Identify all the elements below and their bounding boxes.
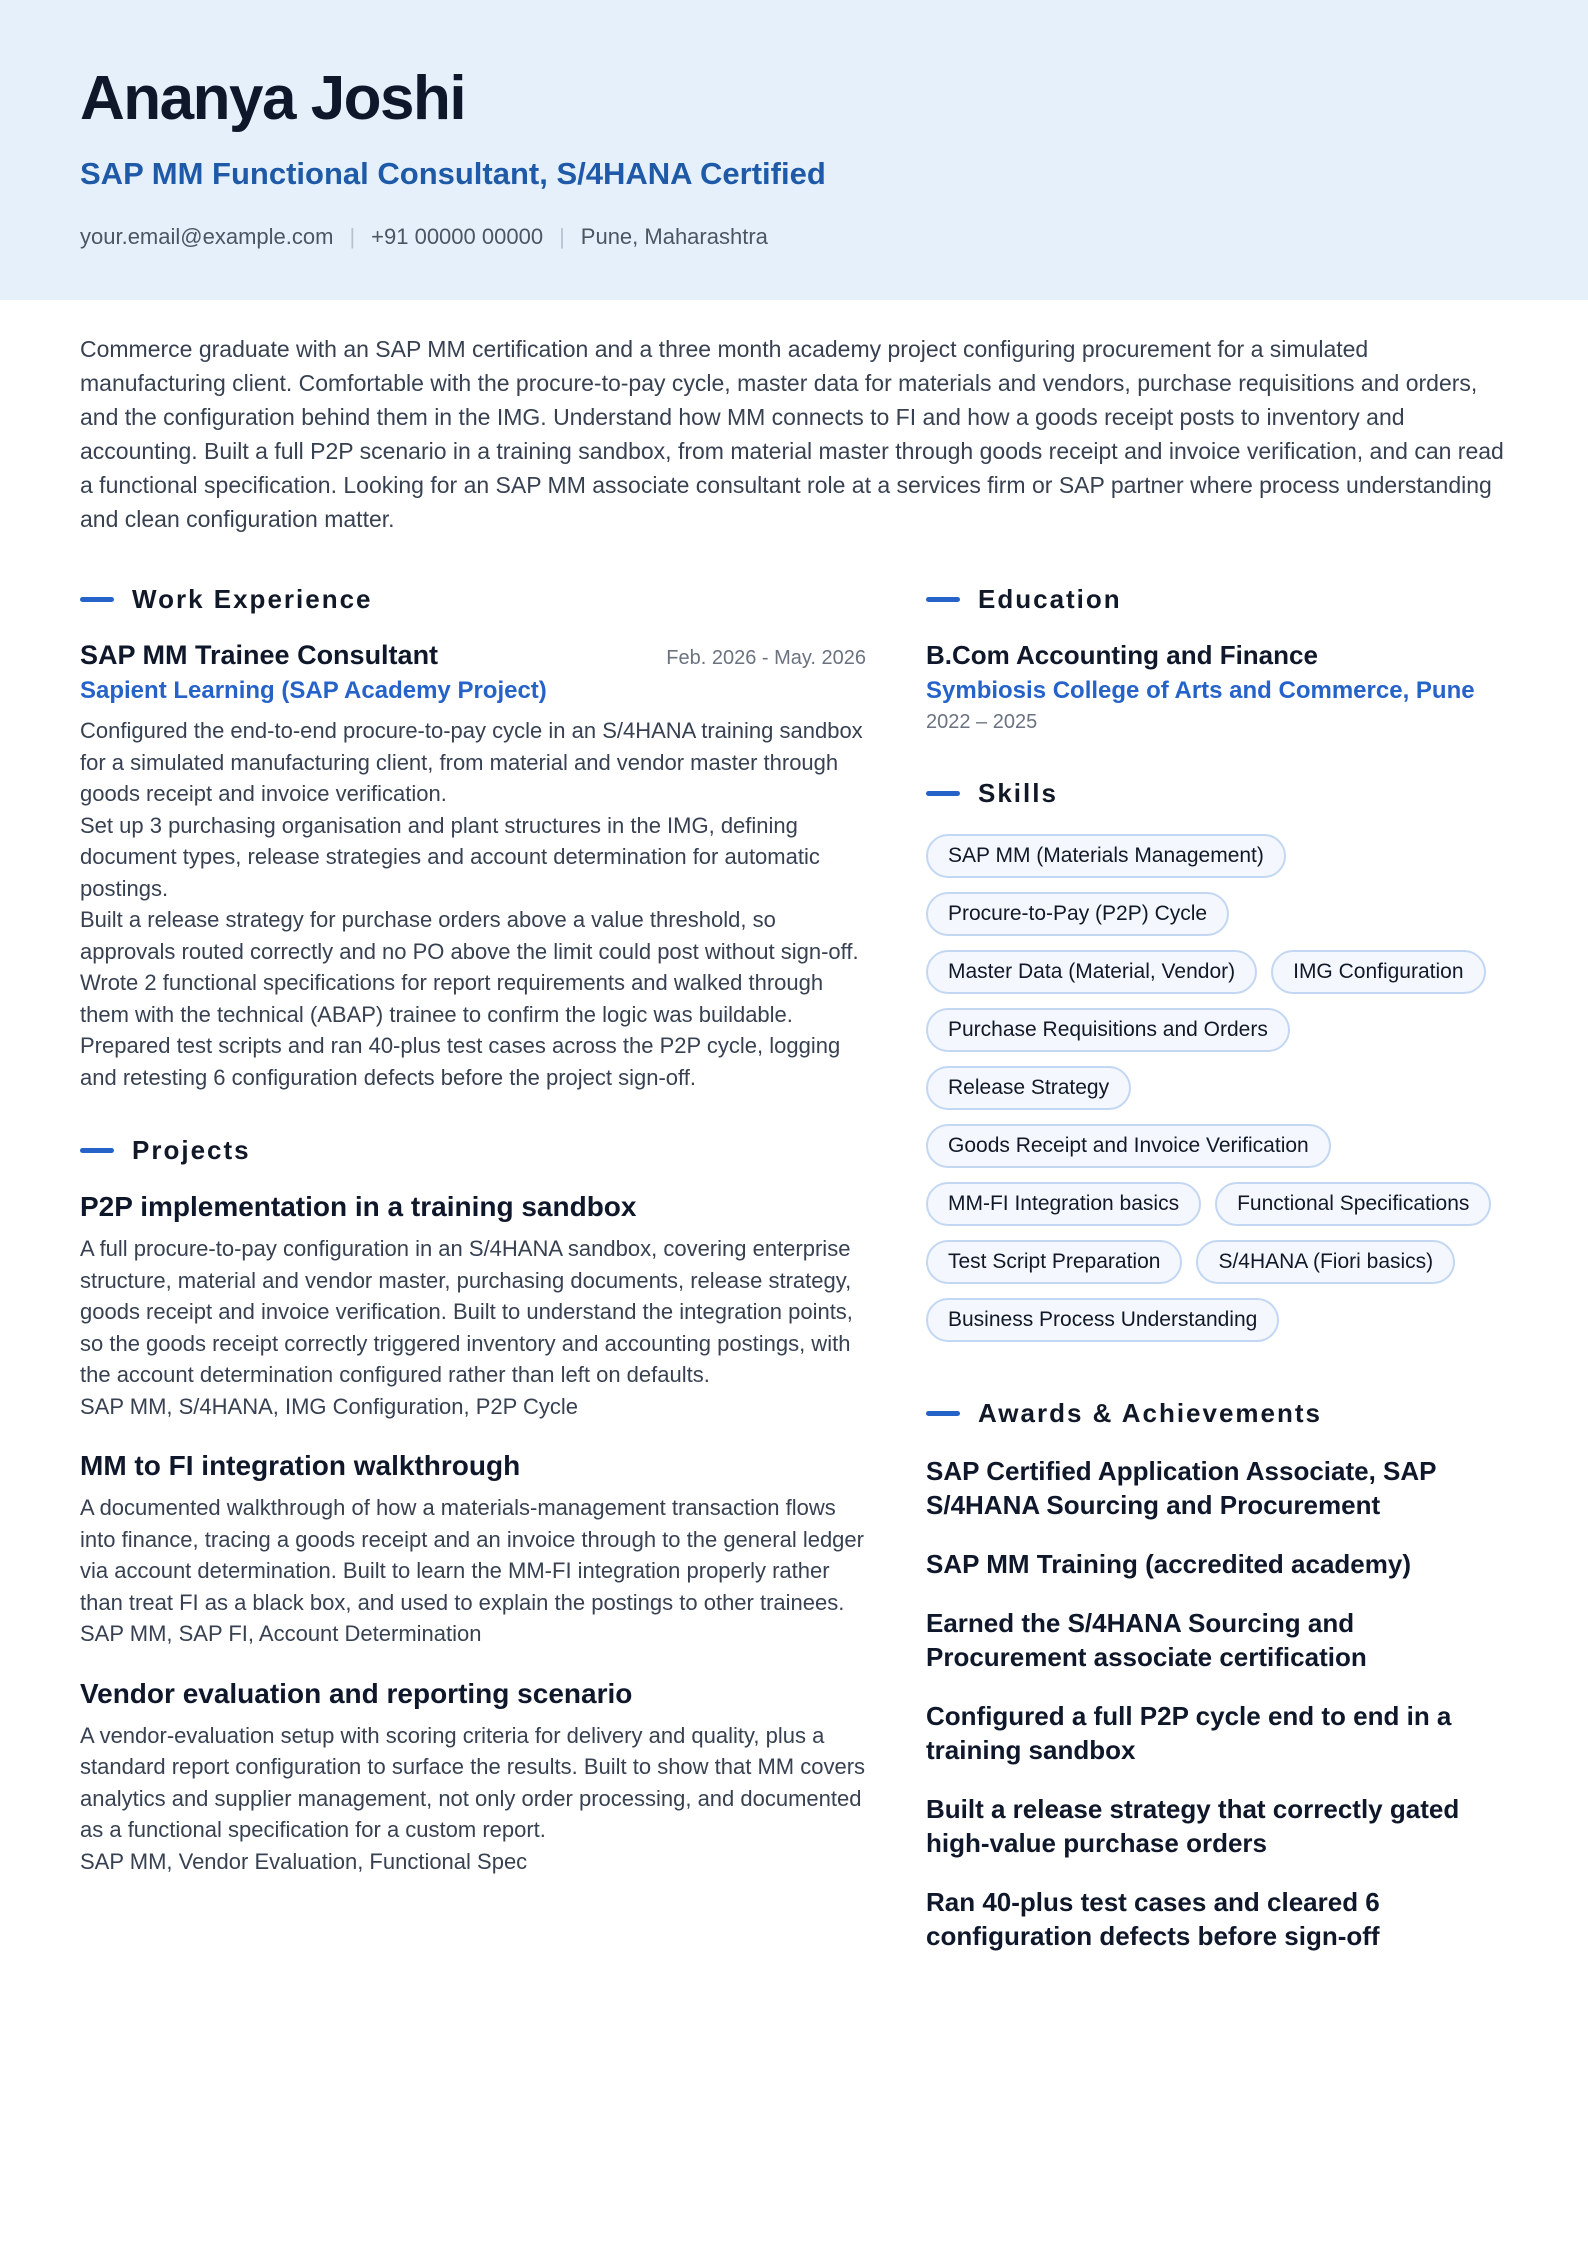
project-title: P2P implementation in a training sandbox <box>80 1191 637 1222</box>
skill-chip: Goods Receipt and Invoice Verification <box>926 1124 1331 1168</box>
section-accent-bar <box>926 791 960 796</box>
right-column <box>926 584 1506 1978</box>
project-title: MM to FI integration walkthrough <box>80 1450 521 1481</box>
skill-chip: Test Script Preparation <box>926 1240 1182 1284</box>
two-column-body <box>0 584 1588 1978</box>
job-entry <box>80 640 866 1093</box>
education-school: Symbiosis College of Arts and Commerce, Pune <box>926 677 1475 704</box>
job-title: SAP MM Trainee Consultant <box>80 640 439 670</box>
candidate-name: Ananya Joshi <box>80 64 466 133</box>
section-accent-bar <box>926 597 960 602</box>
contact-divider: | <box>559 224 565 249</box>
skill-chip: IMG Configuration <box>1271 950 1485 994</box>
award-item: Built a release strategy that correctly gated high-value purchase orders <box>926 1794 1460 1858</box>
education-heading <box>926 584 1506 614</box>
contact-location: Pune, Maharashtra <box>580 224 768 249</box>
job-bullet: Wrote 2 functional specifications for report requirements and walked through them with the technical (ABAP) trainee to confirm the logic was buildable. <box>80 970 824 1027</box>
project-tech: SAP MM, Vendor Evaluation, Functional Spec <box>80 1848 528 1874</box>
section-title: Work Experience <box>132 583 373 614</box>
project-description: A vendor-evaluation setup with scoring criteria for delivery and quality, plus a standard report configuration to surface the results. Built to show that MM covers analytics and supplier management, not only order processing, and documented as a functional specification for a custom report. <box>80 1722 866 1842</box>
resume-header <box>0 0 1588 300</box>
awards-list <box>926 1454 1506 1953</box>
section-title: Awards & Achievements <box>978 1397 1323 1428</box>
job-bullet: Prepared test scripts and ran 40-plus test cases across the P2P cycle, logging and retesting 6 configuration defects before the project sign-off. <box>80 1033 841 1090</box>
skills-section <box>926 778 1506 1356</box>
skill-chip: Purchase Requisitions and Orders <box>926 1008 1290 1052</box>
section-title: Skills <box>978 777 1058 808</box>
skill-chip: Master Data (Material, Vendor) <box>926 950 1257 994</box>
project-entry <box>80 1191 866 1422</box>
job-bullet: Set up 3 purchasing organisation and plant structures in the IMG, defining document types, release strategies and account determination for automatic postings. <box>80 812 820 901</box>
job-dates: Feb. 2026 - May. 2026 <box>666 647 866 669</box>
award-item: SAP Certified Application Associate, SAP S/4HANA Sourcing and Procurement <box>926 1456 1437 1520</box>
job-bullet: Built a release strategy for purchase orders above a value threshold, so approvals routed correctly and no PO above the limit could post without sign-off. <box>80 907 859 964</box>
section-accent-bar <box>80 597 114 602</box>
contact-phone[interactable]: +91 00000 00000 <box>371 224 544 249</box>
section-title: Projects <box>132 1134 251 1165</box>
skills-heading <box>926 778 1506 808</box>
job-header <box>80 640 866 671</box>
project-description: A documented walkthrough of how a materials-management transaction flows into finance, tracing a goods receipt and an invoice through to the general ledger via account determination. Built to learn the MM-FI integration properly rather than treat FI as a black box, and used to explain the postings to other trainees. <box>80 1495 864 1615</box>
project-description: A full procure-to-pay configuration in an S/4HANA sandbox, covering enterprise structure, material and vendor master, purchasing documents, release strategy, goods receipt and invoice verification. Built to understand the integration points, so the goods receipt correctly triggered inventory and accounting postings, with the account determination configured rather than left on defaults. <box>80 1236 853 1387</box>
job-company: Sapient Learning (SAP Academy Project) <box>80 677 547 704</box>
contact-line <box>80 224 1508 250</box>
section-title: Education <box>978 583 1122 614</box>
projects-section <box>80 1135 866 1877</box>
awards-section <box>926 1398 1506 1953</box>
project-title: Vendor evaluation and reporting scenario <box>80 1677 633 1709</box>
professional-summary: Commerce graduate with an SAP MM certification and a three month academy project configuring procurement for a simulated manufacturing client. Comfortable with the procure-to-pay cycle, master data for materials and vendors, purchase requisitions and orders, and the configuration behind them in the IMG. Understand how MM connects to FI and how a goods receipt posts to inventory and accounting. Built a full P2P scenario in a training sandbox, from material master through goods receipt and invoice verification, and can read a functional specification. Looking for an SAP MM associate consultant role at a services firm or SAP partner where process understanding and clean configuration matter. <box>80 336 1504 532</box>
contact-divider: | <box>349 224 356 249</box>
skill-chip-list <box>926 834 1506 1356</box>
skill-chip: Business Process Understanding <box>926 1298 1279 1342</box>
skill-chip: SAP MM (Materials Management) <box>926 834 1286 878</box>
award-item: Ran 40-plus test cases and cleared 6 configuration defects before sign-off <box>926 1887 1380 1951</box>
work-experience-heading <box>80 584 866 614</box>
award-item: Configured a full P2P cycle end to end in a training sandbox <box>926 1701 1452 1765</box>
education-years: 2022 – 2025 <box>926 711 1038 733</box>
education-degree: B.Com Accounting and Finance <box>926 640 1318 670</box>
section-accent-bar <box>926 1411 960 1416</box>
skill-chip: Functional Specifications <box>1215 1182 1491 1226</box>
job-bullets <box>80 715 866 1093</box>
project-entry <box>80 1678 866 1878</box>
award-item: Earned the S/4HANA Sourcing and Procurement associate certification <box>926 1608 1367 1672</box>
skill-chip: S/4HANA (Fiori basics) <box>1196 1240 1455 1284</box>
project-entry <box>80 1450 866 1650</box>
left-column <box>80 584 866 1978</box>
project-tech: SAP MM, S/4HANA, IMG Configuration, P2P Cycle <box>80 1393 579 1419</box>
award-item: SAP MM Training (accredited academy) <box>926 1549 1411 1579</box>
projects-heading <box>80 1135 866 1165</box>
candidate-role: SAP MM Functional Consultant, S/4HANA Certified <box>80 156 826 191</box>
skill-chip: MM-FI Integration basics <box>926 1182 1201 1226</box>
skill-chip: Release Strategy <box>926 1066 1131 1110</box>
section-accent-bar <box>80 1148 114 1153</box>
project-tech: SAP MM, SAP FI, Account Determination <box>80 1621 482 1646</box>
skill-chip: Procure-to-Pay (P2P) Cycle <box>926 892 1229 936</box>
awards-heading <box>926 1398 1506 1428</box>
job-bullet: Configured the end-to-end procure-to-pay cycle in an S/4HANA training sandbox for a simulated manufacturing client, from material and vendor master through goods receipt and invoice verification. <box>80 718 863 806</box>
contact-email[interactable]: your.email@example.com <box>80 224 334 249</box>
